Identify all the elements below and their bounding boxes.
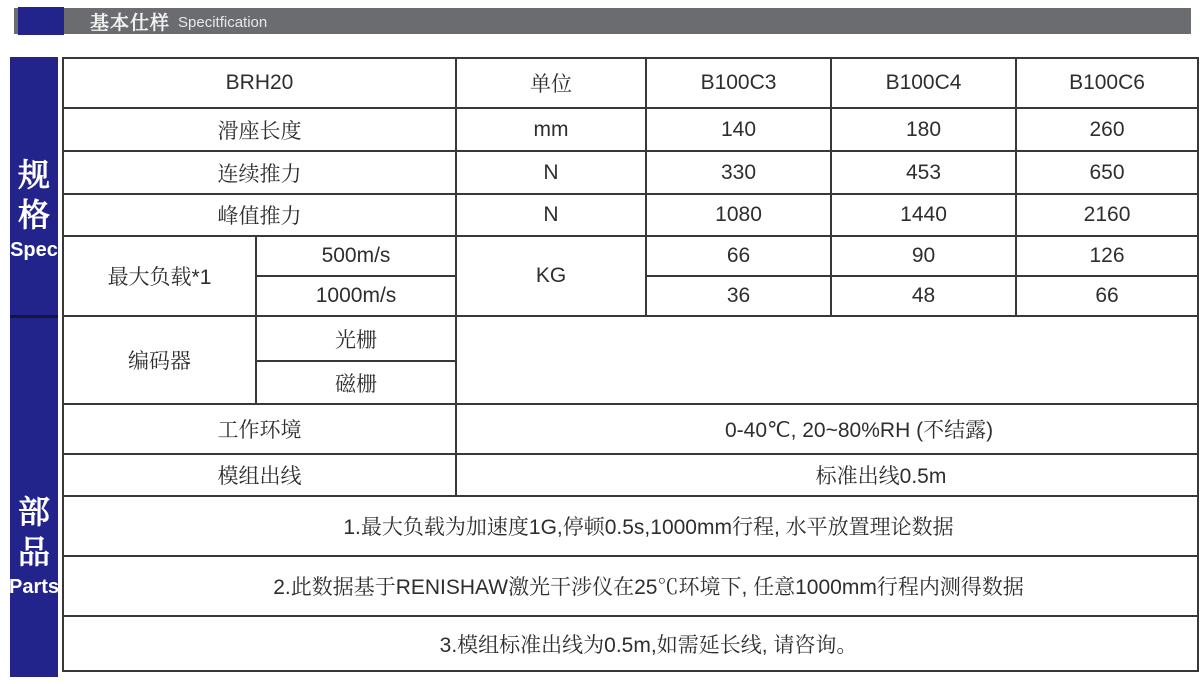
unit-header-cell: 单位 bbox=[456, 58, 646, 108]
table-row-continuous-force bbox=[63, 151, 1198, 194]
ribbon-spec-zh-1: 规 bbox=[17, 157, 50, 193]
section-title-en: Specitfication bbox=[178, 13, 268, 31]
col-header-b100c4: B100C4 bbox=[831, 58, 1016, 108]
table-row-environment bbox=[63, 404, 1198, 454]
section-title-zh: 基本仕样 bbox=[90, 12, 171, 34]
environment-label: 工作环境 bbox=[63, 404, 456, 454]
continuous-force-value-1: 330 bbox=[646, 151, 831, 194]
table-row-note-1 bbox=[63, 496, 1198, 556]
note-1: 1.最大负载为加速度1G,停顿0.5s,1000mm行程, 水平放置理论数据 bbox=[63, 496, 1198, 556]
table-row-slider-length bbox=[63, 108, 1198, 151]
peak-force-label: 峰值推力 bbox=[63, 194, 456, 236]
title-accent-block bbox=[18, 7, 64, 35]
peak-force-unit: N bbox=[456, 194, 646, 236]
continuous-force-value-2: 453 bbox=[831, 151, 1016, 194]
table-row-encoder-optical bbox=[63, 316, 1198, 361]
max-load-1000-value-2: 48 bbox=[831, 276, 1016, 316]
peak-force-value-1: 1080 bbox=[646, 194, 831, 236]
max-load-500-value-2: 90 bbox=[831, 236, 1016, 276]
encoder-label: 编码器 bbox=[63, 316, 256, 404]
slider-length-value-1: 140 bbox=[646, 108, 831, 151]
ribbon-spec bbox=[10, 57, 58, 315]
max-load-speed-500: 500m/s bbox=[256, 236, 456, 276]
col-header-b100c3: B100C3 bbox=[646, 58, 831, 108]
max-load-500-value-1: 66 bbox=[646, 236, 831, 276]
encoder-type-optical: 光栅 bbox=[256, 316, 456, 361]
max-load-speed-1000: 1000m/s bbox=[256, 276, 456, 316]
max-load-500-value-3: 126 bbox=[1016, 236, 1198, 276]
ribbon-parts-en: Parts bbox=[8, 575, 60, 598]
max-load-unit: KG bbox=[456, 236, 646, 316]
ribbon-spec-zh-2: 格 bbox=[17, 197, 50, 233]
table-row-max-load-500 bbox=[63, 236, 1198, 276]
ribbon-parts-zh-1: 部 bbox=[17, 493, 50, 530]
continuous-force-value-3: 650 bbox=[1016, 151, 1198, 194]
table-row-peak-force bbox=[63, 194, 1198, 236]
environment-value: 0-40℃, 20~80%RH (不结露) bbox=[456, 404, 1198, 454]
peak-force-value-3: 2160 bbox=[1016, 194, 1198, 236]
spec-table bbox=[62, 57, 1199, 672]
table-row-cable bbox=[63, 454, 1198, 496]
cable-label: 模组出线 bbox=[63, 454, 456, 496]
peak-force-value-2: 1440 bbox=[831, 194, 1016, 236]
ribbon-parts-zh-2: 品 bbox=[17, 533, 50, 570]
note-3: 3.模组标准出线为0.5m,如需延长线, 请咨询。 bbox=[63, 616, 1198, 671]
max-load-label: 最大负载*1 bbox=[63, 236, 256, 316]
slider-length-value-3: 260 bbox=[1016, 108, 1198, 151]
max-load-1000-value-1: 36 bbox=[646, 276, 831, 316]
slider-length-label: 滑座长度 bbox=[63, 108, 456, 151]
table-row-note-3 bbox=[63, 616, 1198, 671]
slider-length-value-2: 180 bbox=[831, 108, 1016, 151]
model-header-cell: BRH20 bbox=[63, 58, 456, 108]
encoder-type-magnetic: 磁栅 bbox=[256, 361, 456, 404]
continuous-force-label: 连续推力 bbox=[63, 151, 456, 194]
cable-value: 标准出线0.5m bbox=[456, 454, 1198, 496]
ribbon-spec-en: Spec bbox=[10, 239, 58, 261]
note-2: 2.此数据基于RENISHAW激光干涉仪在25℃环境下, 任意1000mm行程内测得数据 bbox=[63, 556, 1198, 616]
ribbon-parts bbox=[10, 318, 58, 677]
continuous-force-unit: N bbox=[456, 151, 646, 194]
encoder-empty-cell bbox=[456, 316, 1198, 404]
slider-length-unit: mm bbox=[456, 108, 646, 151]
table-row-note-2 bbox=[63, 556, 1198, 616]
section-title bbox=[90, 8, 267, 34]
max-load-1000-value-3: 66 bbox=[1016, 276, 1198, 316]
col-header-b100c6: B100C6 bbox=[1016, 58, 1198, 108]
side-ribbons bbox=[10, 57, 58, 677]
table-row-header bbox=[63, 58, 1198, 108]
